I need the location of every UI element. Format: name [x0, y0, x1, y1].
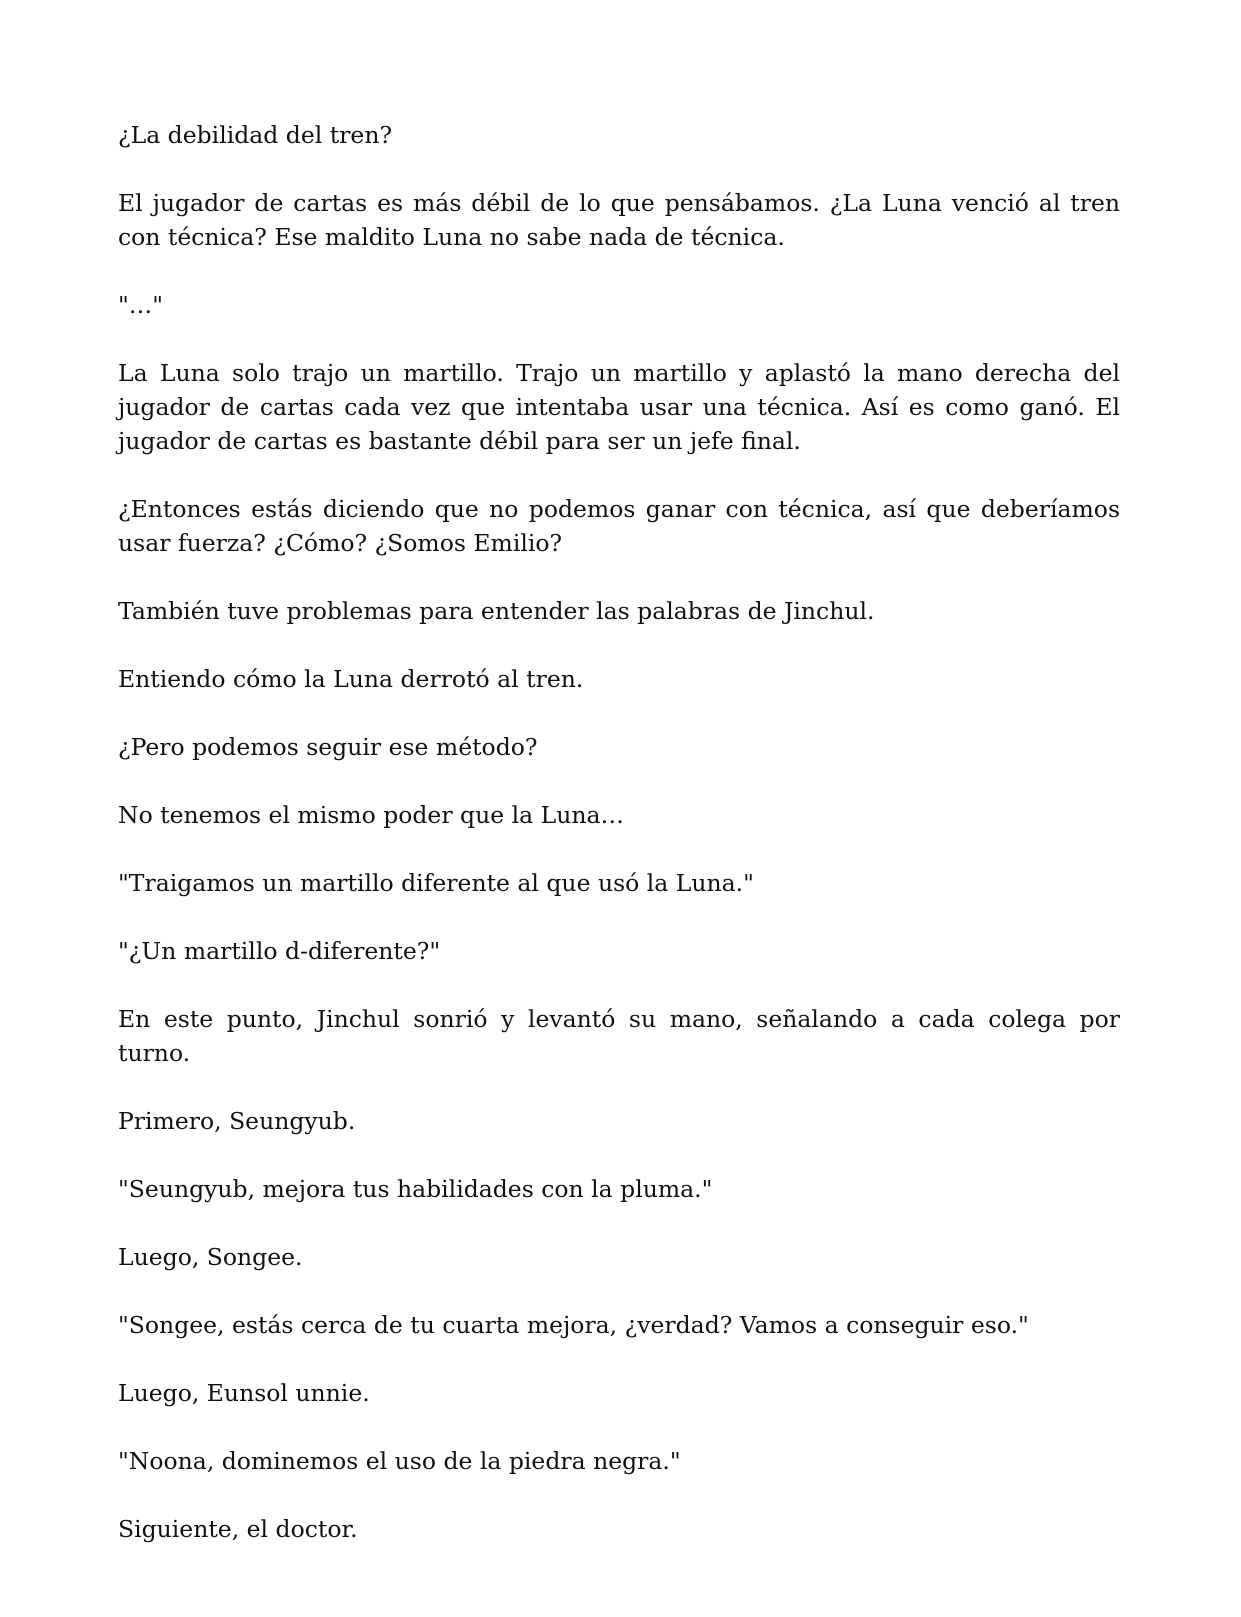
paragraph: ¿Entonces estás diciendo que no podemos ganar con técnica, así que deberíamos usar fuerza? ¿Cómo? ¿Somos Emilio? — [118, 495, 1120, 557]
paragraph: Siguiente, el doctor. — [118, 1515, 358, 1543]
paragraph: "¿Un martillo d-diferente?" — [118, 937, 441, 965]
paragraph: Luego, Eunsol unnie. — [118, 1379, 370, 1407]
paragraph: Luego, Songee. — [118, 1243, 303, 1271]
body-text — [118, 118, 1120, 1546]
paragraph: En este punto, Jinchul sonrió y levantó su mano, señalando a cada colega por turno. — [118, 1005, 1120, 1067]
paragraph: No tenemos el mismo poder que la Luna… — [118, 801, 624, 829]
paragraph: ¿La debilidad del tren? — [118, 121, 393, 149]
paragraph: Entiendo cómo la Luna derrotó al tren. — [118, 665, 584, 693]
paragraph: La Luna solo trajo un martillo. Trajo un martillo y aplastó la mano derecha del jugador de cartas cada vez que intentaba usar una técnica. Así es como ganó. El jugador de cartas es bastante débil para ser un jefe final. — [118, 359, 1120, 455]
paragraph: También tuve problemas para entender las palabras de Jinchul. — [118, 597, 875, 625]
paragraph: "Noona, dominemos el uso de la piedra negra." — [118, 1447, 681, 1475]
paragraph: "Songee, estás cerca de tu cuarta mejora, ¿verdad? Vamos a conseguir eso." — [118, 1311, 1029, 1339]
paragraph: "Seungyub, mejora tus habilidades con la pluma." — [118, 1175, 713, 1203]
paragraph: Primero, Seungyub. — [118, 1107, 356, 1135]
paragraph: "…" — [118, 291, 164, 319]
paragraph: ¿Pero podemos seguir ese método? — [118, 733, 538, 761]
paragraph: El jugador de cartas es más débil de lo que pensábamos. ¿La Luna venció al tren con técnica? Ese maldito Luna no sabe nada de técnica. — [118, 189, 1120, 251]
paragraph: "Traigamos un martillo diferente al que usó la Luna." — [118, 869, 754, 897]
